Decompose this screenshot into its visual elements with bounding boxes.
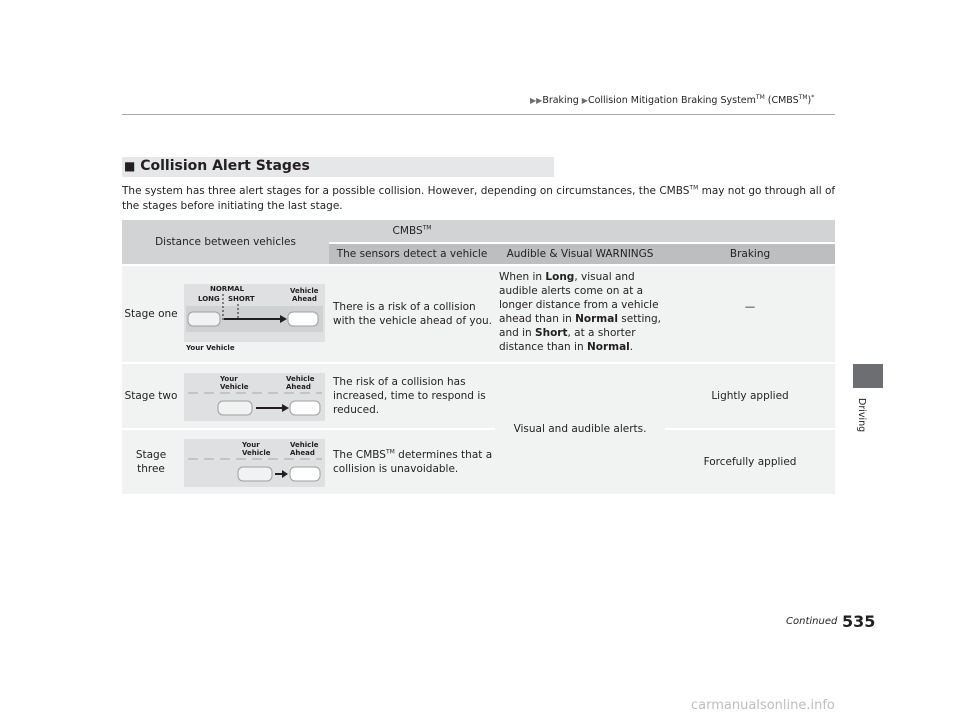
breadcrumb bbox=[530, 95, 814, 106]
breadcrumb-braking[interactable]: Braking bbox=[542, 95, 579, 106]
stage-one-braking: — bbox=[665, 266, 835, 362]
vehicle-ahead-label: Vehicle bbox=[290, 441, 319, 449]
vehicle-ahead-label: Ahead bbox=[290, 449, 315, 457]
header-sensors: The sensors detect a vehicle bbox=[329, 244, 495, 264]
header-distance: Distance between vehicles bbox=[122, 220, 329, 264]
section-title: ■ Collision Alert Stages bbox=[124, 158, 310, 174]
breadcrumb-cmbs[interactable]: Collision Mitigation Braking System™ (CMBS™)* bbox=[587, 93, 815, 106]
header-braking: Braking bbox=[665, 244, 835, 264]
stage-one-label: Stage one bbox=[122, 266, 180, 362]
stage-three-braking: Forcefully applied bbox=[665, 430, 835, 494]
stage-three-sensors: The CMBS™ determines that a collision is unavoidable. bbox=[329, 430, 495, 494]
normal-label: NORMAL bbox=[210, 285, 245, 293]
stage-one-sensors: There is a risk of a collision with the vehicle ahead of you. bbox=[329, 266, 495, 362]
chapter-tab-label: Driving bbox=[856, 398, 867, 433]
triangle-right-icon: ▶ bbox=[581, 96, 588, 105]
stage-two-diagram-cell bbox=[180, 364, 329, 428]
your-vehicle-label: Vehicle bbox=[220, 383, 249, 391]
your-vehicle-car-icon bbox=[218, 401, 252, 415]
table-row bbox=[122, 430, 835, 494]
table-row bbox=[122, 364, 835, 428]
your-vehicle-car-icon bbox=[188, 312, 220, 326]
stage-one-warnings: When in Long, visual and audible alerts come on at a longer distance from a vehicle ahead than in Normal setting, and in Short, at a shorter distance than in Normal. bbox=[495, 266, 665, 362]
stage-one-diagram bbox=[182, 274, 327, 354]
vehicle-ahead-car-icon bbox=[290, 401, 320, 415]
your-vehicle-label: Vehicle bbox=[242, 449, 271, 457]
continued-label: Continued bbox=[786, 616, 838, 627]
table-row bbox=[122, 266, 835, 362]
header-warnings: Audible & Visual WARNINGS bbox=[495, 244, 665, 264]
long-label: LONG bbox=[198, 295, 220, 303]
intro-paragraph: The system has three alert stages for a possible collision. However, depending on circumstances, the CMBS™ may not go through all of the stages before initiating the last stage. bbox=[122, 184, 836, 212]
your-vehicle-label: Your bbox=[242, 441, 260, 449]
vehicle-ahead-label: Vehicle bbox=[290, 287, 319, 295]
watermark: carmanualsonline.info bbox=[691, 698, 835, 713]
vehicle-ahead-label: Ahead bbox=[292, 295, 317, 303]
your-vehicle-label: Your bbox=[220, 375, 238, 383]
triangle-right-icon: ▶▶ bbox=[530, 96, 543, 105]
vehicle-ahead-label: Vehicle bbox=[286, 375, 315, 383]
stage-two-sensors: The risk of a collision has increased, time to respond is reduced. bbox=[329, 364, 495, 428]
page-number: 535 bbox=[842, 612, 876, 631]
stage-two-three-warnings: Visual and audible alerts. bbox=[495, 364, 665, 494]
vehicle-ahead-label: Ahead bbox=[286, 383, 311, 391]
your-vehicle-label: Your Vehicle bbox=[186, 344, 235, 352]
square-bullet-icon: ■ bbox=[124, 159, 136, 173]
stage-three-label: Stage three bbox=[122, 430, 180, 494]
stage-three-diagram bbox=[182, 433, 327, 491]
stage-two-label: Stage two bbox=[122, 364, 180, 428]
header-cmbs-group-fill bbox=[665, 220, 835, 242]
stage-one-diagram-cell bbox=[180, 266, 329, 362]
header-cmbs-group-fill bbox=[495, 220, 665, 242]
stage-two-diagram bbox=[182, 367, 327, 425]
short-label: SHORT bbox=[228, 295, 255, 303]
chapter-tab-marker bbox=[853, 364, 883, 388]
vehicle-ahead-car-icon bbox=[288, 312, 318, 326]
header-rule bbox=[122, 114, 835, 115]
vehicle-ahead-car-icon bbox=[290, 467, 320, 481]
stage-three-diagram-cell bbox=[180, 430, 329, 494]
stage-two-braking: Lightly applied bbox=[665, 364, 835, 428]
alert-stages-table bbox=[122, 218, 835, 496]
header-cmbs-group: CMBS™ bbox=[329, 220, 495, 242]
your-vehicle-car-icon bbox=[238, 467, 272, 481]
